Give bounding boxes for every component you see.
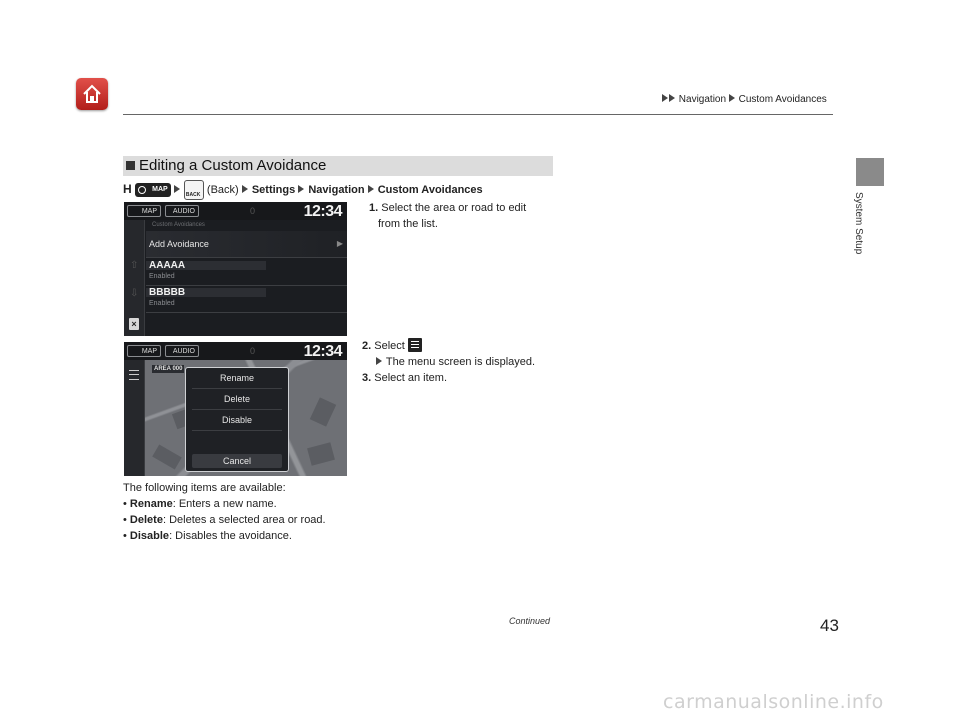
chapter-tab-label: System Setup <box>853 192 864 255</box>
add-avoidance-row[interactable]: Add Avoidance ▶ <box>146 231 347 258</box>
home-glyph-icon: H <box>123 181 132 196</box>
section-title: Editing a Custom Avoidance <box>139 157 327 174</box>
result-arrow-icon <box>376 357 382 365</box>
zero-indicator: 0 <box>250 346 256 356</box>
scroll-column <box>124 220 145 336</box>
map-key-icon: MAP <box>135 183 171 197</box>
path-custom-avoidances: Custom Avoidances <box>377 183 483 196</box>
watermark: carmanualsonline.info <box>663 691 884 713</box>
breadcrumb-custom-avoidances[interactable]: Custom Avoidances <box>738 94 827 105</box>
back-key-icon: BACK <box>184 180 204 200</box>
screenshot-edit-menu <box>124 342 347 476</box>
area-label: AREA 000 <box>154 366 183 372</box>
step-1: 1. Select the area or road to edit from the list. <box>369 202 527 230</box>
breadcrumb <box>662 94 827 105</box>
map-button[interactable]: MAP <box>127 345 161 357</box>
menu-icon <box>408 338 422 352</box>
map-side-column <box>124 360 145 476</box>
rename-menu-item[interactable]: Rename <box>192 368 282 389</box>
breadcrumb-arrow-icon <box>729 94 735 102</box>
step-2: 2. Select The menu screen is displayed. <box>362 340 536 368</box>
list-item[interactable]: BBBBB Enabled <box>146 285 347 313</box>
audio-button[interactable]: AUDIO <box>165 205 199 217</box>
chapter-tab[interactable] <box>856 158 884 186</box>
step-3: 3. Select an item. <box>362 372 448 384</box>
back-label: (Back) <box>206 183 239 196</box>
scroll-down-icon[interactable]: ⇩ <box>130 288 139 299</box>
path-arrow-icon <box>174 185 180 193</box>
path-arrow-icon <box>368 185 374 193</box>
list-title: Custom Avoidances <box>152 222 205 228</box>
list-item: • Delete: Deletes a selected area or road. <box>123 514 326 526</box>
navigation-path <box>123 180 483 200</box>
continued-label: Continued <box>509 616 551 626</box>
list-item[interactable]: AAAAA Enabled <box>146 258 347 286</box>
path-navigation: Navigation <box>308 183 365 196</box>
cancel-button[interactable]: Cancel <box>192 454 282 468</box>
menu-icon[interactable] <box>129 370 139 380</box>
clock: 12:34 <box>303 203 342 220</box>
breadcrumb-arrow-icon <box>669 94 675 102</box>
page-number: 43 <box>820 616 839 635</box>
path-arrow-icon <box>298 185 304 193</box>
items-intro: The following items are available: <box>123 482 286 494</box>
home-button[interactable] <box>76 78 108 110</box>
path-arrow-icon <box>242 185 248 193</box>
path-settings: Settings <box>251 183 296 196</box>
chevron-right-icon: ▶ <box>336 239 343 248</box>
screenshot-avoidance-list <box>124 202 347 336</box>
home-icon <box>81 83 103 105</box>
audio-button[interactable]: AUDIO <box>165 345 199 357</box>
available-items <box>123 480 326 544</box>
list-item: • Disable: Disables the avoidance. <box>123 530 292 542</box>
section-bullet-icon <box>126 161 135 170</box>
status-bar <box>124 202 347 220</box>
scroll-up-icon[interactable]: ⇧ <box>130 260 139 271</box>
delete-icon[interactable]: × <box>129 318 139 330</box>
edit-menu-popup <box>185 367 289 472</box>
clock: 12:34 <box>303 343 342 360</box>
section-heading <box>123 156 553 176</box>
zero-indicator: 0 <box>250 206 256 216</box>
header-divider <box>123 114 833 115</box>
breadcrumb-navigation[interactable]: Navigation <box>678 94 727 105</box>
status-bar <box>124 342 347 360</box>
delete-menu-item[interactable]: Delete <box>192 389 282 410</box>
list-item: • Rename: Enters a new name. <box>123 498 277 510</box>
map-button[interactable]: MAP <box>127 205 161 217</box>
breadcrumb-arrow-icon <box>662 94 668 102</box>
disable-menu-item[interactable]: Disable <box>192 410 282 431</box>
